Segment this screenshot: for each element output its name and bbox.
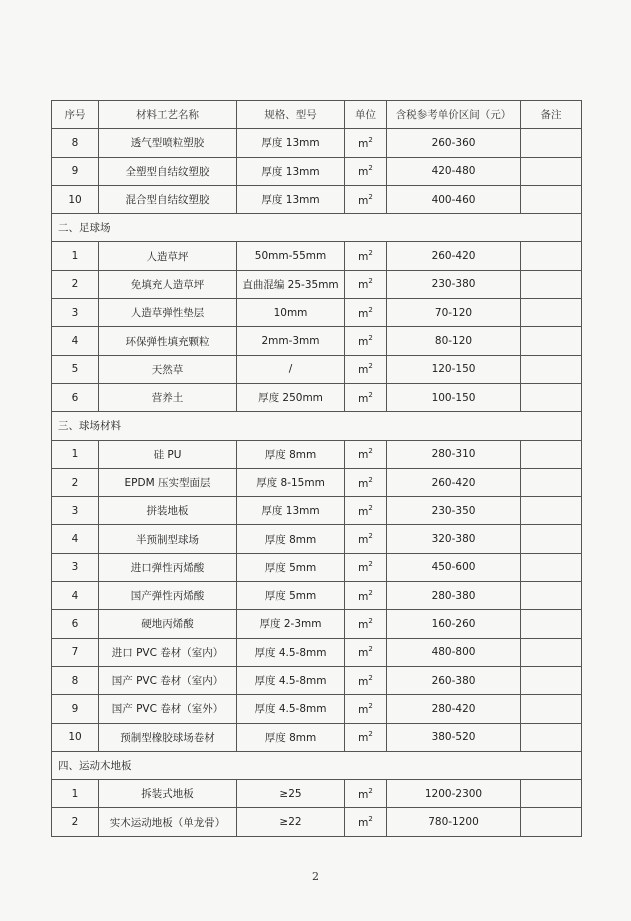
cell-no: 6 [52,383,99,411]
table-row [52,553,582,581]
cell-unit [345,355,387,383]
table-row [52,185,582,213]
cell-remark [521,638,582,666]
unit-exponent: 2 [368,249,373,258]
cell-unit [345,610,387,638]
unit-exponent: 2 [368,362,373,371]
unit-exponent: 2 [368,560,373,569]
cell-name: 人造草坪 [99,242,237,270]
cell-remark [521,808,582,836]
unit-exponent: 2 [368,532,373,541]
cell-price: 400-460 [387,185,521,213]
cell-spec: 厚度 8-15mm [237,468,345,496]
unit-base: m [358,675,369,688]
cell-remark [521,327,582,355]
unit-exponent: 2 [368,164,373,173]
cell-unit [345,695,387,723]
cell-no: 3 [52,553,99,581]
cell-spec: 厚度 13mm [237,157,345,185]
cell-name: 硬地丙烯酸 [99,610,237,638]
cell-unit [345,157,387,185]
cell-spec: 厚度 4.5-8mm [237,695,345,723]
unit-exponent: 2 [368,447,373,456]
cell-price: 160-260 [387,610,521,638]
cell-remark [521,497,582,525]
cell-name: 透气型喷粒塑胶 [99,129,237,157]
cell-spec: 厚度 13mm [237,129,345,157]
cell-price: 120-150 [387,355,521,383]
unit-base: m [358,618,369,631]
cell-name: 实木运动地板（单龙骨） [99,808,237,836]
cell-name: 硅 PU [99,440,237,468]
page-number: 2 [312,870,319,883]
cell-spec: ≥22 [237,808,345,836]
cell-unit [345,553,387,581]
header-no: 序号 [52,101,99,129]
cell-no: 6 [52,610,99,638]
unit-exponent: 2 [368,334,373,343]
cell-remark [521,666,582,694]
cell-no: 1 [52,780,99,808]
cell-price: 260-380 [387,666,521,694]
cell-unit [345,497,387,525]
unit-exponent: 2 [368,192,373,201]
cell-remark [521,185,582,213]
unit-base: m [358,251,369,264]
cell-unit [345,440,387,468]
cell-price: 280-420 [387,695,521,723]
cell-unit [345,723,387,751]
table-row [52,327,582,355]
table-row [52,582,582,610]
cell-unit [345,525,387,553]
cell-price: 380-520 [387,723,521,751]
table-row [52,723,582,751]
cell-no: 7 [52,638,99,666]
unit-exponent: 2 [368,701,373,710]
cell-spec: / [237,355,345,383]
cell-no: 5 [52,355,99,383]
cell-price: 230-350 [387,497,521,525]
cell-price: 450-600 [387,553,521,581]
unit-exponent: 2 [368,390,373,399]
cell-price: 280-310 [387,440,521,468]
cell-remark [521,468,582,496]
unit-base: m [358,817,369,830]
cell-price: 100-150 [387,383,521,411]
unit-base: m [358,279,369,292]
cell-unit [345,270,387,298]
unit-base: m [358,449,369,462]
cell-unit [345,468,387,496]
cell-spec: 厚度 4.5-8mm [237,638,345,666]
cell-no: 9 [52,157,99,185]
cell-spec: 厚度 5mm [237,553,345,581]
cell-no: 9 [52,695,99,723]
cell-remark [521,695,582,723]
cell-no: 3 [52,497,99,525]
unit-exponent: 2 [368,673,373,682]
unit-base: m [358,194,369,207]
cell-price: 320-380 [387,525,521,553]
unit-base: m [358,364,369,377]
table-row [52,780,582,808]
cell-price: 260-420 [387,242,521,270]
unit-exponent: 2 [368,645,373,654]
cell-price: 260-360 [387,129,521,157]
cell-no: 2 [52,270,99,298]
section-title: 三、球场材料 [52,412,582,440]
cell-remark [521,242,582,270]
header-remark: 备注 [521,101,582,129]
cell-price: 480-800 [387,638,521,666]
cell-no: 4 [52,582,99,610]
cell-remark [521,129,582,157]
unit-base: m [358,534,369,547]
cell-price: 260-420 [387,468,521,496]
cell-unit [345,242,387,270]
cell-no: 1 [52,440,99,468]
cell-unit [345,383,387,411]
unit-base: m [358,477,369,490]
cell-unit [345,808,387,836]
table-row [52,129,582,157]
section-title: 四、运动木地板 [52,751,582,779]
table-row [52,497,582,525]
unit-exponent: 2 [368,135,373,144]
table-row [52,157,582,185]
cell-name: 天然草 [99,355,237,383]
cell-name: 营养土 [99,383,237,411]
cell-price: 280-380 [387,582,521,610]
cell-name: 全塑型自结纹塑胶 [99,157,237,185]
cell-remark [521,553,582,581]
cell-unit [345,327,387,355]
cell-price: 420-480 [387,157,521,185]
cell-remark [521,270,582,298]
cell-no: 3 [52,299,99,327]
unit-exponent: 2 [368,730,373,739]
cell-spec: 厚度 8mm [237,723,345,751]
cell-name: 国产 PVC 卷材（室外） [99,695,237,723]
cell-name: 混合型自结纹塑胶 [99,185,237,213]
unit-base: m [358,166,369,179]
section-row [52,214,582,242]
unit-base: m [358,392,369,405]
cell-price: 230-380 [387,270,521,298]
table-row [52,299,582,327]
cell-remark [521,525,582,553]
header-spec: 规格、型号 [237,101,345,129]
cell-spec: 厚度 5mm [237,582,345,610]
cell-no: 8 [52,666,99,694]
cell-spec: ≥25 [237,780,345,808]
unit-base: m [358,307,369,320]
cell-remark [521,582,582,610]
cell-remark [521,723,582,751]
cell-name: 国产 PVC 卷材（室内） [99,666,237,694]
unit-exponent: 2 [368,305,373,314]
cell-name: 国产弹性丙烯酸 [99,582,237,610]
table-row [52,666,582,694]
table-row [52,468,582,496]
cell-name: 半预制型球场 [99,525,237,553]
unit-exponent: 2 [368,475,373,484]
table-row [52,270,582,298]
unit-base: m [358,647,369,660]
cell-name: 拼装地板 [99,497,237,525]
unit-base: m [358,788,369,801]
cell-name: 人造草弹性垫层 [99,299,237,327]
cell-remark [521,157,582,185]
cell-spec: 厚度 13mm [237,497,345,525]
cell-no: 8 [52,129,99,157]
unit-base: m [358,732,369,745]
header-price: 含税参考单价区间（元） [387,101,521,129]
unit-base: m [358,562,369,575]
cell-spec: 50mm-55mm [237,242,345,270]
unit-exponent: 2 [368,588,373,597]
price-table [51,100,582,837]
cell-remark [521,610,582,638]
cell-no: 2 [52,468,99,496]
cell-remark [521,299,582,327]
cell-name: 拆装式地板 [99,780,237,808]
header-unit: 单位 [345,101,387,129]
unit-exponent: 2 [368,277,373,286]
table-row [52,383,582,411]
cell-spec: 厚度 8mm [237,525,345,553]
unit-exponent: 2 [368,503,373,512]
table-row [52,638,582,666]
table-header-row [52,101,582,129]
cell-name: 进口弹性丙烯酸 [99,553,237,581]
cell-no: 1 [52,242,99,270]
cell-price: 1200-2300 [387,780,521,808]
cell-price: 70-120 [387,299,521,327]
cell-name: 进口 PVC 卷材（室内） [99,638,237,666]
unit-base: m [358,703,369,716]
unit-base: m [358,505,369,518]
cell-no: 10 [52,185,99,213]
cell-name: 预制型橡胶球场卷材 [99,723,237,751]
cell-spec: 厚度 4.5-8mm [237,666,345,694]
table-row [52,695,582,723]
cell-unit [345,299,387,327]
unit-exponent: 2 [368,786,373,795]
table-row [52,440,582,468]
table-row [52,242,582,270]
unit-exponent: 2 [368,815,373,824]
cell-remark [521,355,582,383]
section-row [52,751,582,779]
section-row [52,412,582,440]
cell-unit [345,666,387,694]
cell-name: EPDM 压实型面层 [99,468,237,496]
cell-no: 10 [52,723,99,751]
header-name: 材料工艺名称 [99,101,237,129]
table-row [52,355,582,383]
table-row [52,610,582,638]
cell-spec: 厚度 250mm [237,383,345,411]
cell-spec: 厚度 13mm [237,185,345,213]
cell-remark [521,440,582,468]
cell-spec: 厚度 2-3mm [237,610,345,638]
cell-name: 免填充人造草坪 [99,270,237,298]
cell-remark [521,383,582,411]
cell-unit [345,638,387,666]
cell-no: 4 [52,525,99,553]
cell-unit [345,582,387,610]
cell-price: 80-120 [387,327,521,355]
cell-spec: 厚度 8mm [237,440,345,468]
cell-no: 4 [52,327,99,355]
cell-spec: 10mm [237,299,345,327]
cell-spec: 2mm-3mm [237,327,345,355]
cell-name: 环保弹性填充颗粒 [99,327,237,355]
cell-remark [521,780,582,808]
section-title: 二、足球场 [52,214,582,242]
unit-base: m [358,590,369,603]
unit-base: m [358,137,369,150]
cell-unit [345,129,387,157]
cell-spec: 直曲混编 25-35mm [237,270,345,298]
unit-exponent: 2 [368,616,373,625]
cell-unit [345,185,387,213]
table-row [52,525,582,553]
cell-price: 780-1200 [387,808,521,836]
cell-no: 2 [52,808,99,836]
cell-unit [345,780,387,808]
unit-base: m [358,336,369,349]
table-row [52,808,582,836]
